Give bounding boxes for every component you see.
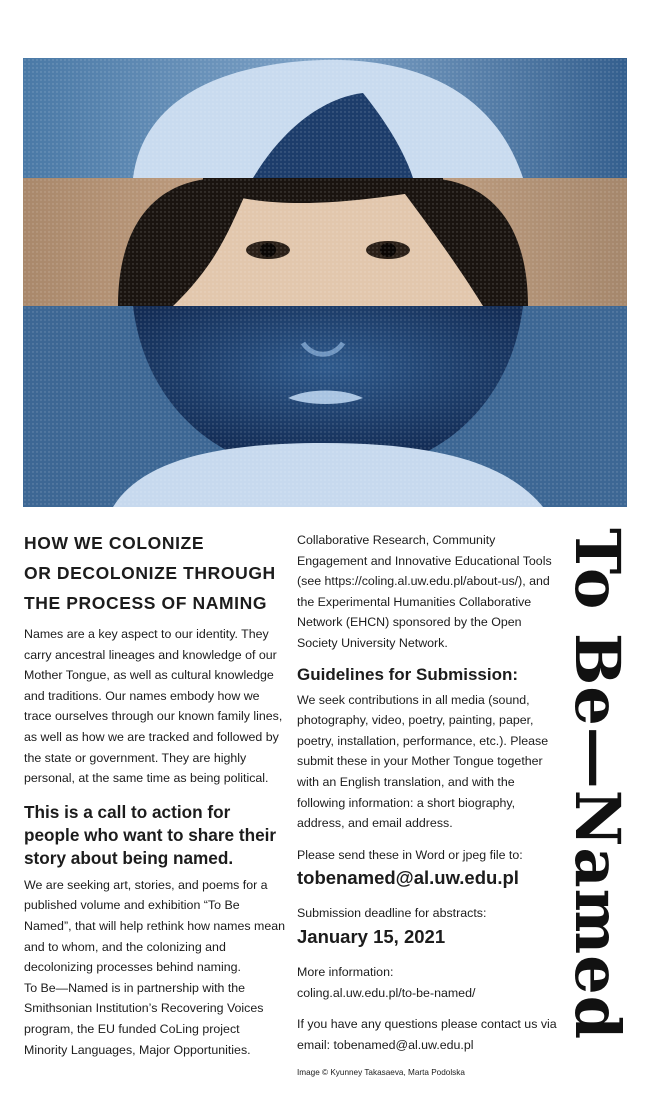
guidelines-heading: Guidelines for Submission: bbox=[297, 664, 519, 684]
heading-line: THE PROCESS OF NAMING bbox=[24, 593, 268, 613]
partnership-paragraph: To Be—Named is in partnership with the Smithsonian Institution’s Recovering Voices program, the EU funded CoLing project Minority Languages, Major Opportunities. bbox=[24, 980, 264, 1057]
more-info-link[interactable]: coling.al.uw.edu.pl/to-be-named/ bbox=[297, 985, 476, 1000]
intro-paragraph: Names are a key aspect to our identity. They carry ancestral lineages and knowledge of our Mother Tongue, as well as cultural knowledge and traditions. Our names embody how we trace ourselves through our known family lines, as well as how we are tracked and followed by the state or government. They are highly personal, at the same time as being political. bbox=[24, 627, 283, 786]
deadline-label: Submission deadline for abstracts: bbox=[297, 906, 487, 921]
left-column bbox=[24, 528, 286, 1060]
image-credit: Image © Kyunney Takasaeva, Marta Podolska bbox=[297, 1068, 465, 1078]
call-body-paragraph: We are seeking art, stories, and poems for a published volume and exhibition “To Be Named”, that will help rethink how names mean and to whom, and the colonizing and decolonizing processes behind naming. bbox=[24, 877, 286, 975]
guidelines-body: We seek contributions in all media (sound, photography, video, poetry, painting, paper, poetry, installation, performance, etc.). Please submit these in your Mother Tongue together with an English translation, and with the following information: a short biography, address, and email address. bbox=[297, 692, 549, 831]
submission-email-link[interactable]: tobenamed@al.uw.edu.pl bbox=[297, 867, 519, 889]
main-heading bbox=[24, 528, 286, 618]
more-info-label: More information: bbox=[297, 964, 394, 979]
middle-column bbox=[297, 530, 557, 1079]
vertical-title: To Be—Named bbox=[561, 528, 634, 1041]
heading-line: OR DECOLONIZE THROUGH bbox=[24, 563, 276, 583]
deadline-date: January 15, 2021 bbox=[297, 925, 446, 947]
hero-portrait-image bbox=[23, 58, 627, 507]
heading-line: HOW WE COLONIZE bbox=[24, 533, 205, 553]
call-to-action-heading: This is a call to action for people who want to share their story about being named. bbox=[24, 801, 277, 868]
contact-text: If you have any questions please contact us via email: tobenamed@al.uw.edu.pl bbox=[297, 1017, 557, 1052]
send-label: Please send these in Word or jpeg file to: bbox=[297, 847, 523, 862]
partnership-continued: Collaborative Research, Community Engagement and Innovative Educational Tools (see https://coling.al.uw.edu.pl/about-us/), and the Experimental Humanities Collaborative Network (EHCN) sponsored by the Open Society University Network. bbox=[297, 533, 552, 650]
